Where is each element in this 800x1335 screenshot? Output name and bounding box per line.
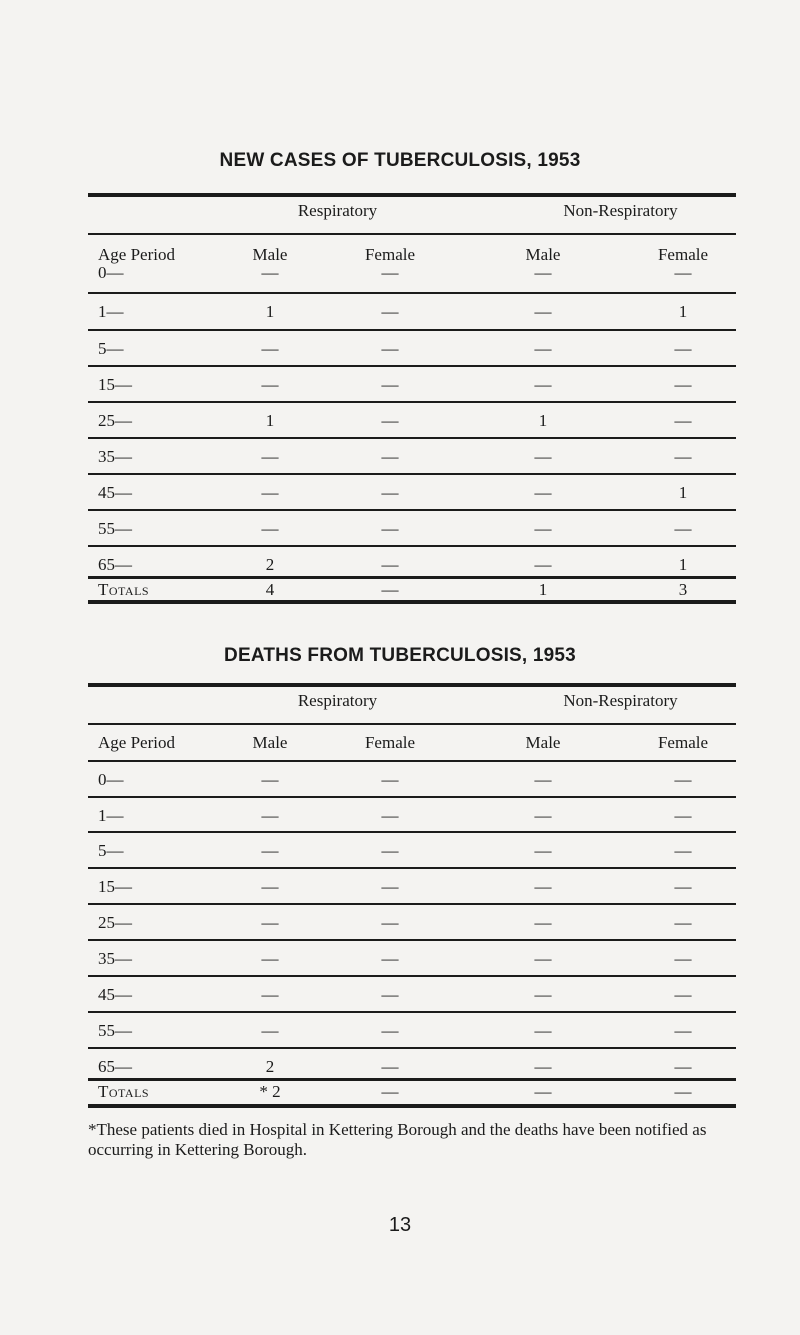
age-period: 25— xyxy=(98,411,132,430)
resp-female-value: — xyxy=(381,447,399,466)
nonresp-female-total: 3 xyxy=(678,580,688,599)
col-header-resp-male: Male xyxy=(252,733,288,752)
resp-male-value: — xyxy=(261,339,279,358)
nonresp-female-value: — xyxy=(674,841,692,860)
age-period: 65— xyxy=(98,555,132,574)
resp-female-value: — xyxy=(381,263,399,282)
table-rule xyxy=(88,292,736,294)
age-period: 15— xyxy=(98,877,132,896)
nonresp-male-value: — xyxy=(534,877,552,896)
age-period: 25— xyxy=(98,913,132,932)
nonresp-male-value: — xyxy=(534,770,552,789)
resp-female-value: — xyxy=(381,339,399,358)
nonresp-female-value: — xyxy=(674,913,692,932)
resp-female-value: — xyxy=(381,555,399,574)
table-rule xyxy=(88,723,736,725)
nonresp-male-value: — xyxy=(534,519,552,538)
nonresp-male-value: — xyxy=(534,841,552,860)
nonresp-male-value: — xyxy=(534,339,552,358)
resp-male-total: * 2 xyxy=(259,1082,281,1101)
nonresp-female-value: — xyxy=(674,339,692,358)
nonresp-male-value: — xyxy=(534,1021,552,1040)
nonresp-male-value: — xyxy=(534,985,552,1004)
table-rule xyxy=(88,975,736,977)
resp-male-total: 4 xyxy=(265,580,275,599)
table-rule xyxy=(88,1047,736,1049)
table-rule xyxy=(88,1104,736,1108)
age-period: 1— xyxy=(98,302,124,321)
col-header-nonresp-male: Male xyxy=(525,733,561,752)
nonresp-male-value: — xyxy=(534,806,552,825)
nonresp-female-value: — xyxy=(674,877,692,896)
table-rule xyxy=(88,365,736,367)
nonresp-male-total: 1 xyxy=(538,580,548,599)
table-rule xyxy=(88,831,736,833)
resp-male-value: 2 xyxy=(265,1057,275,1076)
table-rule xyxy=(88,329,736,331)
resp-female-value: — xyxy=(381,877,399,896)
table-rule xyxy=(88,193,736,197)
resp-female-value: — xyxy=(381,841,399,860)
resp-male-value: — xyxy=(261,375,279,394)
resp-male-value: — xyxy=(261,806,279,825)
age-period: 5— xyxy=(98,339,124,358)
nonresp-female-value: — xyxy=(674,985,692,1004)
resp-female-total: — xyxy=(381,580,399,599)
resp-female-value: — xyxy=(381,1057,399,1076)
deaths-table xyxy=(88,683,736,1111)
nonresp-male-value: — xyxy=(534,1057,552,1076)
resp-female-value: — xyxy=(381,411,399,430)
resp-female-value: — xyxy=(381,913,399,932)
table-rule xyxy=(88,683,736,687)
nonresp-female-value: — xyxy=(674,375,692,394)
resp-female-value: — xyxy=(381,1021,399,1040)
table-rule xyxy=(88,796,736,798)
nonresp-female-value: — xyxy=(674,519,692,538)
col-header-resp-female: Female xyxy=(364,733,416,752)
resp-female-value: — xyxy=(381,806,399,825)
nonresp-male-value: — xyxy=(534,375,552,394)
nonresp-female-value: 1 xyxy=(678,483,688,502)
age-period: 45— xyxy=(98,483,132,502)
table-rule xyxy=(88,576,736,579)
resp-male-value: — xyxy=(261,841,279,860)
table-rule xyxy=(88,1078,736,1081)
totals-label: Totals xyxy=(98,1082,150,1101)
age-period: 5— xyxy=(98,841,124,860)
table-rule xyxy=(88,939,736,941)
age-period: 55— xyxy=(98,1021,132,1040)
nonresp-male-value: 1 xyxy=(538,411,548,430)
table-rule xyxy=(88,760,736,762)
nonresp-male-value: — xyxy=(534,555,552,574)
resp-male-value: — xyxy=(261,913,279,932)
table-rule xyxy=(88,437,736,439)
col-header-nonresp-male: Male xyxy=(525,245,561,264)
resp-male-value: 1 xyxy=(265,411,275,430)
resp-female-value: — xyxy=(381,949,399,968)
resp-female-value: — xyxy=(381,302,399,321)
resp-male-value: 1 xyxy=(265,302,275,321)
resp-male-value: 2 xyxy=(265,555,275,574)
table-rule xyxy=(88,1011,736,1013)
age-period: 0— xyxy=(98,770,124,789)
table-rule xyxy=(88,867,736,869)
nonresp-female-value: — xyxy=(674,411,692,430)
age-period-header: Age Period xyxy=(98,245,175,264)
table-rule xyxy=(88,233,736,235)
table-rule xyxy=(88,600,736,604)
nonresp-male-value: — xyxy=(534,263,552,282)
nonresp-female-value: — xyxy=(674,447,692,466)
age-period-header: Age Period xyxy=(98,733,175,752)
new-cases-table xyxy=(88,193,736,603)
nonresp-male-value: — xyxy=(534,949,552,968)
header-group-respiratory: Respiratory xyxy=(297,201,378,220)
age-period: 0— xyxy=(98,263,124,282)
footnote: *These patients died in Hospital in Kettering Borough and the deaths have been notified as occurring in Kettering Borough. xyxy=(88,1120,707,1159)
nonresp-male-value: — xyxy=(534,483,552,502)
nonresp-female-value: — xyxy=(674,770,692,789)
age-period: 35— xyxy=(98,447,132,466)
age-period: 55— xyxy=(98,519,132,538)
resp-female-value: — xyxy=(381,770,399,789)
resp-male-value: — xyxy=(261,1021,279,1040)
resp-male-value: — xyxy=(261,519,279,538)
nonresp-female-value: — xyxy=(674,1021,692,1040)
nonresp-male-value: — xyxy=(534,302,552,321)
resp-male-value: — xyxy=(261,447,279,466)
nonresp-male-total: — xyxy=(534,1082,552,1101)
resp-male-value: — xyxy=(261,483,279,502)
page-number: 13 xyxy=(388,1214,412,1236)
resp-male-value: — xyxy=(261,985,279,1004)
nonresp-female-value: — xyxy=(674,949,692,968)
nonresp-female-value: 1 xyxy=(678,555,688,574)
table-rule xyxy=(88,473,736,475)
nonresp-female-value: — xyxy=(674,1057,692,1076)
col-header-resp-male: Male xyxy=(252,245,288,264)
table-rule xyxy=(88,903,736,905)
deaths-title: DEATHS FROM TUBERCULOSIS, 1953 xyxy=(224,645,576,666)
nonresp-female-total: — xyxy=(674,1082,692,1101)
age-period: 35— xyxy=(98,949,132,968)
resp-female-total: — xyxy=(381,1082,399,1101)
age-period: 65— xyxy=(98,1057,132,1076)
age-period: 1— xyxy=(98,806,124,825)
resp-female-value: — xyxy=(381,375,399,394)
table-rule xyxy=(88,509,736,511)
resp-female-value: — xyxy=(381,985,399,1004)
age-period: 45— xyxy=(98,985,132,1004)
header-group-non-respiratory: Non-Respiratory xyxy=(563,201,678,220)
header-group-non-respiratory: Non-Respiratory xyxy=(563,691,678,710)
col-header-resp-female: Female xyxy=(364,245,416,264)
nonresp-female-value: 1 xyxy=(678,302,688,321)
nonresp-female-value: — xyxy=(674,263,692,282)
nonresp-female-value: — xyxy=(674,806,692,825)
age-period: 15— xyxy=(98,375,132,394)
table-rule xyxy=(88,401,736,403)
resp-male-value: — xyxy=(261,949,279,968)
resp-female-value: — xyxy=(381,483,399,502)
nonresp-male-value: — xyxy=(534,913,552,932)
nonresp-male-value: — xyxy=(534,447,552,466)
col-header-nonresp-female: Female xyxy=(657,733,709,752)
totals-label: Totals xyxy=(98,580,150,599)
col-header-nonresp-female: Female xyxy=(657,245,709,264)
table-rule xyxy=(88,545,736,547)
header-group-respiratory: Respiratory xyxy=(297,691,378,710)
resp-male-value: — xyxy=(261,263,279,282)
resp-female-value: — xyxy=(381,519,399,538)
new-cases-title: NEW CASES OF TUBERCULOSIS, 1953 xyxy=(219,150,581,171)
resp-male-value: — xyxy=(261,877,279,896)
resp-male-value: — xyxy=(261,770,279,789)
